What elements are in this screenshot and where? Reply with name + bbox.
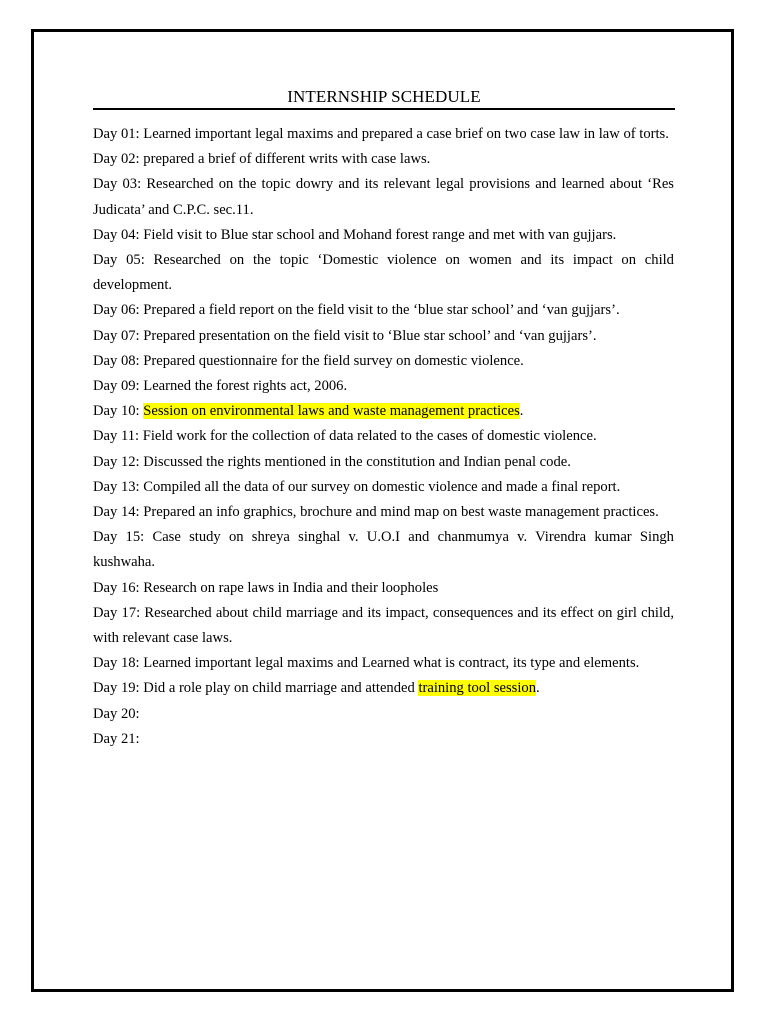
day-label: Day 16: [93, 579, 140, 596]
day-label: Day 19: [93, 680, 140, 697]
entry-text: Researched on the topic dowry and its relevant legal provisions and learned about ‘Res Judicata’ and C.P.C. sec.11. [93, 176, 674, 218]
day-label: Day 17: [93, 604, 141, 621]
day-label: Day 02: [93, 151, 140, 168]
schedule-entry-day-12 [93, 450, 674, 475]
schedule-entry-day-03 [93, 172, 674, 222]
day-label: Day 04: [93, 226, 140, 243]
day-label: Day 07: [93, 327, 140, 344]
entry-text: Prepared an info graphics, brochure and mind map on best waste management practices. [143, 504, 659, 521]
schedule-entry-day-01 [93, 122, 674, 147]
day-label: Day 11: [93, 428, 140, 445]
day-label: Day 18: [93, 655, 140, 672]
entry-text: Did a role play on child marriage and attended [143, 680, 419, 697]
day-label: Day 21: [93, 730, 140, 747]
schedule-entry-day-06 [93, 298, 674, 323]
entry-text: Prepared a field report on the field visit to the ‘blue star school’ and ‘van gujjars’. [143, 302, 620, 319]
day-label: Day 09: [93, 378, 140, 395]
entry-text: Field work for the collection of data related to the cases of domestic violence. [142, 428, 597, 445]
title-underline [93, 108, 675, 110]
entry-text: Case study on shreya singhal v. U.O.I and chanmumya v. Virendra kumar Singh kushwaha. [93, 529, 674, 571]
entry-text: Discussed the rights mentioned in the constitution and Indian penal code. [143, 453, 571, 470]
entry-text: Learned important legal maxims and Learned what is contract, its type and elements. [143, 655, 640, 672]
day-label: Day 01: [93, 126, 140, 142]
schedule-entry-day-10 [93, 399, 674, 424]
entry-text: Field visit to Blue star school and Mohand forest range and met with van gujjars. [143, 226, 617, 243]
schedule-entry-day-04 [93, 223, 674, 248]
entry-text: Learned the forest rights act, 2006. [143, 378, 348, 395]
schedule-entry-day-05 [93, 248, 674, 298]
day-label: Day 05: [93, 252, 145, 269]
entry-text: Research on rape laws in India and their loopholes [143, 579, 439, 596]
entry-text: Compiled all the data of our survey on domestic violence and made a final report. [143, 478, 621, 495]
day-label: Day 13: [93, 478, 140, 495]
entry-text: Prepared questionnaire for the field survey on domestic violence. [143, 352, 524, 369]
entry-text: Prepared presentation on the field visit to ‘Blue star school’ and ‘van gujjars’. [143, 327, 597, 344]
schedule-entry-day-11 [93, 424, 674, 449]
schedule-entry-day-21 [93, 727, 674, 752]
schedule-entry-day-15 [93, 525, 674, 575]
day-label: Day 10: [93, 403, 140, 420]
entry-text: Researched on the topic ‘Domestic violence on women and its impact on child development. [93, 252, 674, 294]
schedule-entry-day-14 [93, 500, 674, 525]
page-title: INTERNSHIP SCHEDULE [287, 87, 481, 106]
entry-text: Learned important legal maxims and prepared a case brief on two case law in law of torts. [143, 126, 669, 142]
entry-text-end: . [536, 680, 540, 697]
entry-text-end: . [519, 403, 524, 420]
schedule-entry-day-17 [93, 601, 674, 651]
schedule-entry-day-02 [93, 147, 674, 172]
entry-text: Researched about child marriage and its impact, consequences and its effect on girl child, with relevant case laws. [93, 604, 674, 647]
day-label: Day 15: [93, 529, 145, 546]
day-label: Day 14: [93, 504, 140, 521]
day-label: Day 08: [93, 352, 140, 369]
day-label: Day 03: [93, 176, 142, 193]
day-label: Day 12: [93, 453, 140, 470]
schedule-entry-day-07 [93, 324, 674, 349]
day-label: Day 06: [93, 302, 140, 319]
schedule-entry-day-09 [93, 374, 674, 399]
schedule-entry-day-20 [93, 702, 674, 727]
schedule-entry-day-13 [93, 475, 674, 500]
schedule-entry-day-08 [93, 349, 674, 374]
schedule-entry-day-18 [93, 651, 674, 676]
highlighted-text: training tool session [418, 680, 536, 697]
highlighted-text: Session on environmental laws and waste management practices [143, 403, 520, 420]
schedule-entry-day-19 [93, 676, 674, 701]
schedule-entry-day-16 [93, 576, 674, 601]
schedule-list [93, 122, 674, 752]
entry-text: prepared a brief of different writs with case laws. [143, 151, 431, 168]
day-label: Day 20: [93, 705, 140, 722]
